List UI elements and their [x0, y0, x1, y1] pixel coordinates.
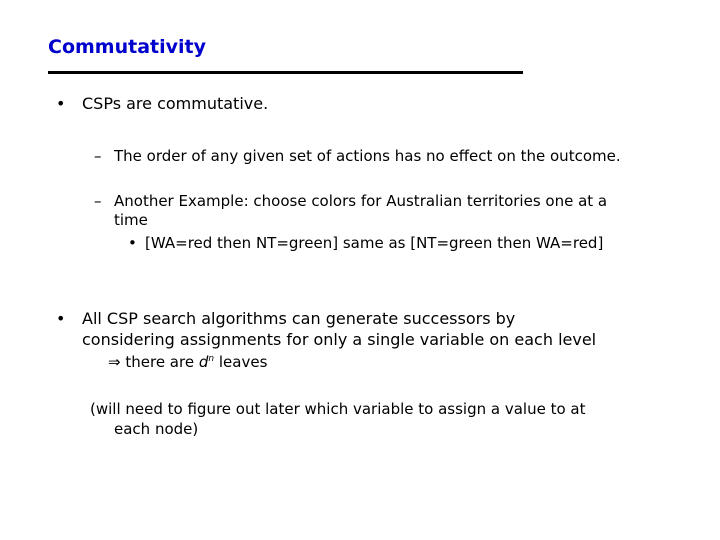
- title-underline: [48, 71, 523, 74]
- note-line1: (will need to figure out later which variable to assign a value to at: [90, 400, 586, 418]
- math-exponent: n: [208, 354, 215, 364]
- bullet-2-marker: •: [56, 309, 66, 328]
- sub-2-line1: Another Example: choose colors for Australian territories one at a: [114, 192, 608, 210]
- sub-2-line2: time: [114, 211, 148, 229]
- bullet-2-line2: considering assignments for only a single variable on each level: [82, 330, 597, 349]
- subsub-1-marker: •: [128, 234, 137, 252]
- implies-line: [108, 353, 267, 371]
- bullet-1-text: CSPs are commutative.: [82, 94, 269, 113]
- sub-1-text: The order of any given set of actions has no effect on the outcome.: [114, 147, 621, 165]
- implies-prefix: there are: [125, 353, 195, 371]
- sub-2-dash: –: [94, 192, 102, 210]
- note-line2: each node): [114, 420, 199, 438]
- subsub-1-text: [WA=red then NT=green] same as [NT=green then WA=red]: [145, 234, 604, 252]
- sub-1-dash: –: [94, 147, 102, 165]
- bullet-2-line1: All CSP search algorithms can generate successors by: [82, 309, 516, 328]
- math-base: d: [198, 353, 209, 371]
- implies-arrow: ⇒: [108, 353, 121, 371]
- bullet-1-marker: •: [56, 94, 66, 113]
- implies-suffix: leaves: [218, 353, 268, 371]
- slide-title: Commutativity: [48, 36, 206, 58]
